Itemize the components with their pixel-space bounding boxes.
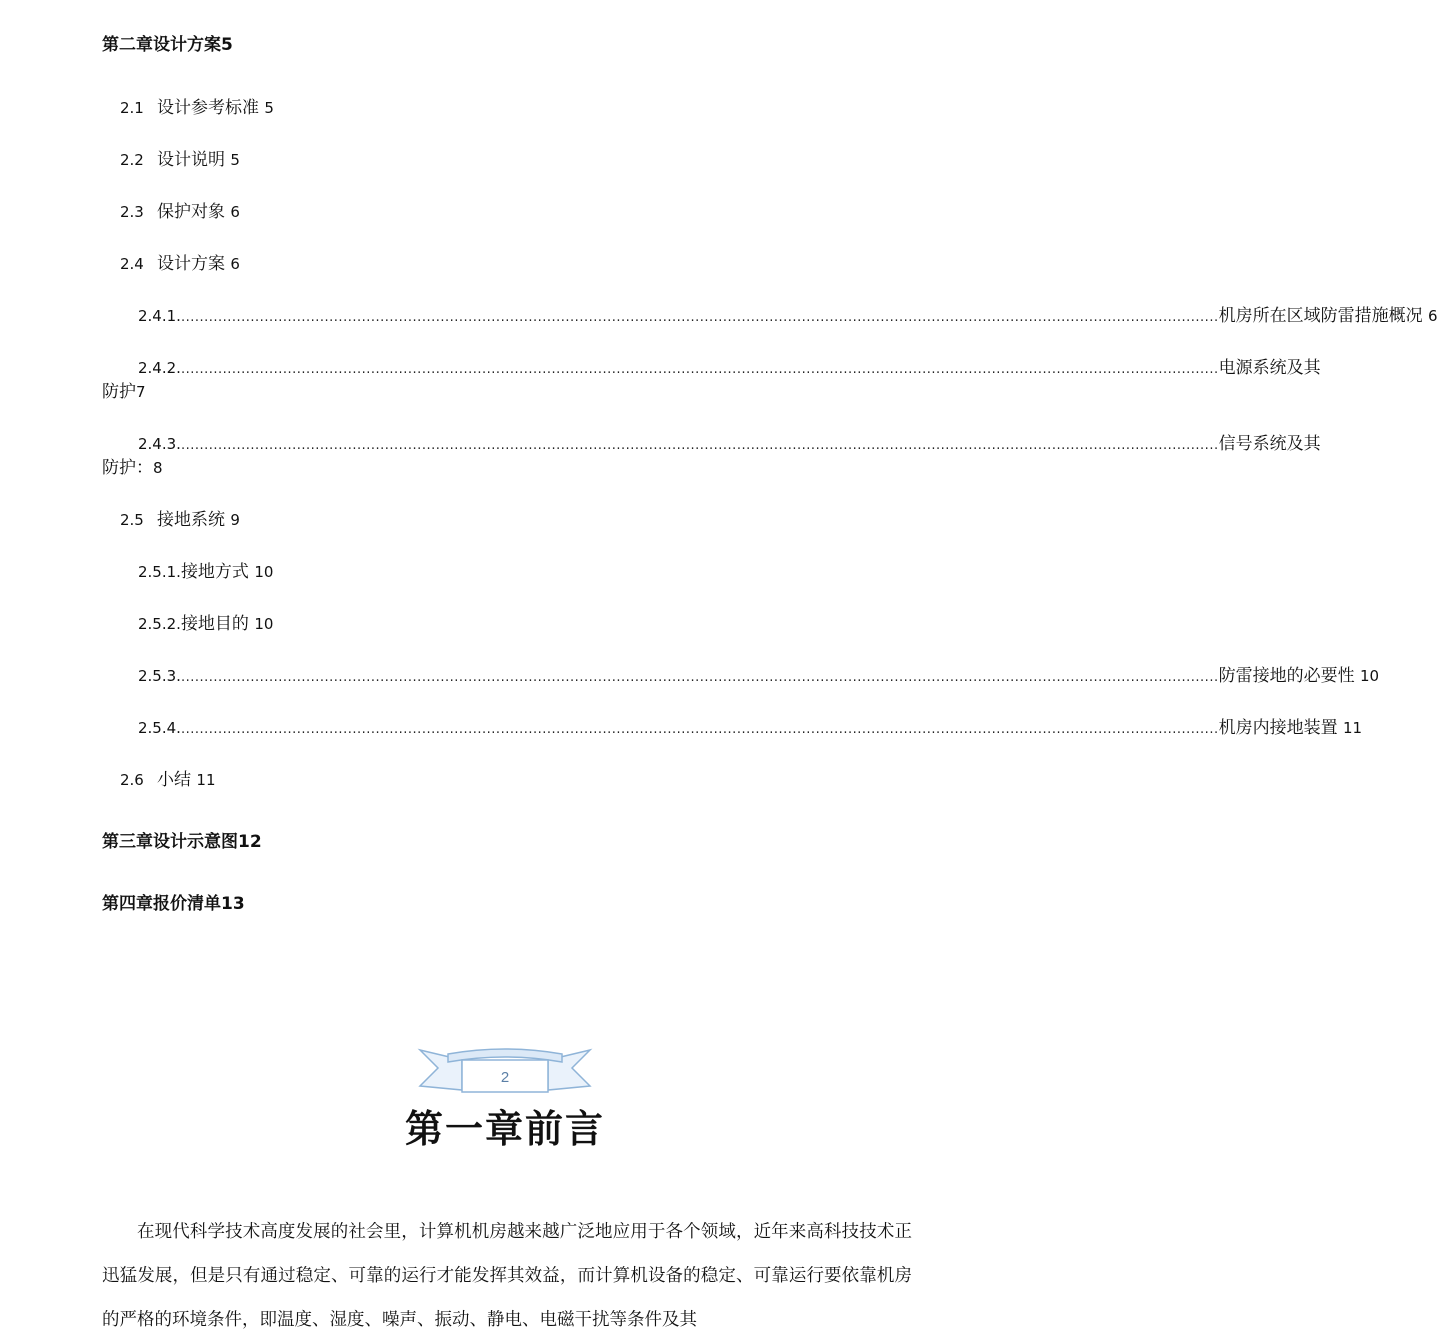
toc-page: 11 (196, 771, 216, 789)
toc-title: 第三章设计示意图 (102, 832, 238, 852)
toc-page: 13 (221, 894, 245, 914)
toc-chapter-3[interactable] (102, 830, 262, 854)
dot-leader: ................................................................................................................................................................................................................................ (180, 362, 1219, 377)
toc-section-2-4-2[interactable] (138, 356, 1321, 382)
toc-num: 2.2 (120, 151, 144, 169)
toc-title: 接地方式 (180, 562, 249, 582)
toc-page: 9 (230, 511, 240, 529)
toc-title: 小结 (157, 770, 191, 790)
toc-page: 10 (1359, 667, 1380, 685)
toc-page: 8 (153, 459, 163, 477)
dot-leader: ................................................................................................................................................................................................................................ (180, 438, 1219, 453)
toc-section-2-1[interactable] (120, 96, 274, 120)
toc-page: 12 (238, 832, 262, 852)
toc-title-line1: 信号系统及其 (1218, 434, 1321, 454)
toc-title: 保护对象 (157, 202, 225, 222)
toc-page: 5 (264, 99, 274, 117)
chapter-title: 第一章前言 (404, 1107, 605, 1151)
toc-chapter-4[interactable] (102, 892, 245, 916)
toc-page: 10 (254, 615, 274, 633)
toc-section-2-4-1[interactable] (138, 304, 1438, 330)
toc-num: 2.4.3. (138, 435, 181, 453)
toc-num: 2.5.3. (138, 667, 181, 685)
toc-section-2-5-2[interactable] (138, 612, 273, 636)
toc-num: 2.5.1. (138, 563, 181, 581)
toc-section-2-5-1[interactable] (138, 560, 273, 584)
toc-section-2-5-4[interactable] (138, 716, 1363, 742)
toc-page: 10 (254, 563, 274, 581)
toc-title: 设计方案 (157, 254, 225, 274)
toc-num: 2.5.2. (138, 615, 181, 633)
toc-chapter-2[interactable] (102, 33, 233, 57)
toc-section-2-4-3[interactable] (138, 432, 1321, 458)
toc-page: 6 (230, 255, 240, 273)
dot-leader: ................................................................................................................................................................................................................................ (180, 670, 1219, 685)
toc-title-line2: 防护： (102, 458, 153, 478)
toc-section-2-6[interactable] (120, 768, 216, 792)
toc-num: 2.5 (120, 511, 144, 529)
page-number-ribbon (418, 1046, 592, 1096)
toc-section-2-4-2-cont[interactable] (102, 380, 146, 404)
toc-title: 第二章设计方案 (102, 35, 221, 55)
toc-title: 设计说明 (157, 150, 225, 170)
dot-leader: ................................................................................................................................................................................................................................ (180, 722, 1219, 737)
toc-num: 2.5.4. (138, 719, 181, 737)
toc-page: 6 (230, 203, 240, 221)
toc-title: 机房内接地装置 (1218, 718, 1338, 738)
toc-title-line1: 电源系统及其 (1218, 358, 1321, 378)
toc-num: 2.4.1. (138, 307, 181, 325)
toc-page: 5 (230, 151, 240, 169)
toc-page: 7 (136, 383, 146, 401)
toc-num: 2.3 (120, 203, 144, 221)
toc-title-line2: 防护 (102, 382, 136, 402)
toc-page: 6 (1427, 307, 1438, 325)
toc-title: 设计参考标准 (157, 98, 259, 118)
toc-section-2-4-3-cont[interactable] (102, 456, 163, 480)
toc-title: 机房所在区域防雷措施概况 (1218, 306, 1423, 326)
toc-title: 防雷接地的必要性 (1218, 666, 1355, 686)
toc-title: 第四章报价清单 (102, 894, 221, 914)
toc-num: 2.1 (120, 99, 144, 117)
dot-leader: ................................................................................................................................................................................................................................ (180, 310, 1219, 325)
page-number: 2 (500, 1069, 510, 1086)
toc-num: 2.6 (120, 771, 144, 789)
toc-section-2-4[interactable] (120, 252, 240, 276)
toc-page: 5 (221, 35, 233, 55)
toc-section-2-2[interactable] (120, 148, 240, 172)
toc-page: 11 (1342, 719, 1363, 737)
toc-section-2-5[interactable] (120, 508, 240, 532)
toc-title: 接地目的 (180, 614, 249, 634)
toc-section-2-5-3[interactable] (138, 664, 1380, 690)
toc-section-2-3[interactable] (120, 200, 240, 224)
toc-num: 2.4 (120, 255, 144, 273)
body-paragraph: 在现代科学技术高度发展的社会里，计算机机房越来越广泛地应用于各个领域，近年来高科技技术正迅猛发展，但是只有通过稳定、可靠的运行才能发挥其效益，而计算机设备的稳定、可靠运行要依靠机房的严格的环境条件，即温度、湿度、噪声、振动、静电、电磁干扰等条件及其 (102, 1222, 912, 1330)
toc-num: 2.4.2. (138, 359, 181, 377)
toc-title: 接地系统 (157, 510, 225, 530)
